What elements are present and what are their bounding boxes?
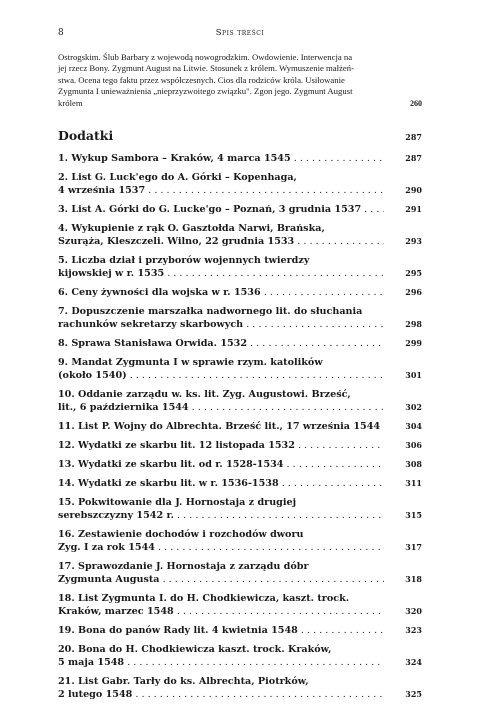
toc-entry-line: rachunków sekretarzy skarbowych . . . (58, 318, 384, 331)
section-heading (58, 128, 422, 143)
toc-entry-page: 293 (405, 236, 422, 246)
toc-entry-line: 2 lutego 1548 . . . (58, 688, 384, 701)
toc-entry-page: 311 (405, 478, 422, 488)
toc-entry-line: 18. List Zygmunta I. do H. Chodkiewicza, kaszt. trock. (58, 593, 350, 604)
intro-paragraph (58, 52, 422, 109)
toc-entry (58, 286, 422, 299)
intro-line: królem (58, 97, 83, 108)
toc-entry (58, 477, 422, 490)
toc-entry-page: 320 (405, 606, 422, 616)
toc-entry (58, 675, 422, 701)
toc-entry (58, 560, 422, 586)
toc-entry-line: 2. List G. Luck'ego do A. Górki – Kopenhaga, (58, 172, 297, 183)
toc-entry-line: 7. Dopuszczenie marszałka nadwornego lit. do słuchania (58, 306, 363, 317)
toc-entry-page: 298 (405, 319, 422, 329)
toc-entry-page: 291 (405, 204, 422, 214)
toc-entry (58, 458, 422, 471)
page-number: 8 (58, 28, 64, 38)
toc-entry (58, 439, 422, 452)
toc-entry-page: 306 (405, 440, 422, 450)
toc-entry (58, 356, 422, 382)
toc-entry-line: 9. Mandat Zygmunta I w sprawie rzym. katolików (58, 357, 323, 368)
toc-list (58, 152, 422, 707)
toc-entry-line: 1. Wykup Sambora – Kraków, 4 marca 1545 . . . (58, 152, 384, 165)
toc-entry-page: 299 (405, 338, 422, 348)
toc-entry-page: 323 (405, 625, 422, 635)
toc-entry-line: 15. Pokwitowanie dla J. Hornostaja z drugiej (58, 497, 297, 508)
toc-entry-line: Zyg. I za rok 1544 . . . (58, 541, 384, 554)
toc-entry-line: 17. Sprawozdanie J. Hornostaja z zarządu dóbr (58, 561, 309, 572)
toc-entry (58, 152, 422, 165)
toc-entry (58, 496, 422, 522)
toc-entry-line: 6. Ceny żywności dla wojska w r. 1536 . . . (58, 286, 384, 299)
toc-entry (58, 528, 422, 554)
toc-entry (58, 592, 422, 618)
toc-entry-page: 318 (405, 574, 422, 584)
toc-entry (58, 388, 422, 414)
intro-line: Zygmunta I unieważnienia „nieprzyzwoitego związku". Zgon jego. Zygmunt August (58, 86, 353, 97)
toc-entry-page: 317 (405, 542, 422, 552)
toc-entry-line: serebszczyzny 1542 r. . . . (58, 509, 384, 522)
toc-entry (58, 420, 422, 433)
toc-entry-line: 21. List Gabr. Tarły do ks. Albrechta, Piotrków, (58, 676, 309, 687)
toc-entry-line: 11. List P. Wojny do Albrechta. Brześć lit., 17 września 1544 . . . (58, 420, 384, 433)
toc-entry-page: 302 (405, 402, 422, 412)
toc-entry-page: 304 (405, 421, 422, 431)
toc-entry-page: 296 (405, 287, 422, 297)
toc-entry (58, 171, 422, 197)
toc-entry-page: 295 (405, 268, 422, 278)
toc-entry-page: 290 (405, 185, 422, 195)
toc-entry-line: 13. Wydatki ze skarbu lit. od r. 1528-1534 . . . (58, 458, 384, 471)
toc-entry (58, 337, 422, 350)
toc-entry-line: Zygmunta Augusta . . . (58, 573, 384, 586)
toc-entry (58, 624, 422, 637)
toc-entry (58, 222, 422, 248)
section-page: 287 (405, 132, 422, 142)
toc-entry-line: 5 maja 1548 . . . (58, 656, 384, 669)
intro-line: Ostrogskim. Ślub Barbary z wojewodą nowogrodzkim. Owdowienie. Interwencja na (58, 52, 353, 62)
toc-entry-line: 10. Oddanie zarządu w. ks. lit. Zyg. Augustowi. Brześć, (58, 389, 351, 400)
toc-entry-page: 287 (405, 153, 422, 163)
toc-entry-line: 14. Wydatki ze skarbu lit. w r. 1536-1538 . . . (58, 477, 384, 490)
toc-entry-page: 301 (405, 370, 422, 380)
toc-entry-line: 4 września 1537 . . . (58, 184, 384, 197)
running-title: Spis treści (215, 28, 265, 38)
toc-entry-line: 16. Zestawienie dochodów i rozchodów dworu (58, 529, 304, 540)
toc-entry-line: kijowskiej w r. 1535 . . . (58, 267, 384, 280)
toc-entry-line: 8. Sprawa Stanisława Orwida. 1532 . . . (58, 337, 384, 350)
page-header (58, 28, 422, 42)
toc-entry-line: 20. Bona do H. Chodkiewicza kaszt. trock. Kraków, (58, 644, 332, 655)
toc-entry-line: Kraków, marzec 1548 . . . (58, 605, 384, 618)
toc-entry (58, 643, 422, 669)
toc-entry-line: (około 1540) . . . (58, 369, 384, 382)
toc-entry-line: 19. Bona do panów Rady lit. 4 kwietnia 1548 . . . (58, 624, 384, 637)
toc-entry-page: 315 (405, 510, 422, 520)
toc-entry-line: 4. Wykupienie z rąk O. Gasztołda Narwi, Brańska, (58, 223, 325, 234)
intro-line: jej rzecz Bony. Zygmunt August na Litwie. Stosunek z królem. Wymuszenie małżeń- (58, 63, 354, 74)
intro-page: 260 (410, 98, 422, 108)
section-title: Dodatki (58, 128, 114, 143)
toc-entry (58, 254, 422, 280)
toc-entry-line: lit., 6 października 1544 . . . (58, 401, 384, 414)
intro-line: stwa. Ocena tego faktu przez współczesnych. Cios dla rodziców króla. Usiłowanie (58, 74, 345, 85)
toc-entry-page: 325 (405, 689, 422, 699)
intro-last-line (58, 98, 422, 109)
toc-entry-line: Szurąża, Kleszczeli. Wilno, 22 grudnia 1533 . . . (58, 235, 384, 248)
toc-entry-page: 308 (405, 459, 422, 469)
toc-entry (58, 305, 422, 331)
toc-entry-line: 12. Wydatki ze skarbu lit. 12 listopada 1532 . . . (58, 439, 384, 452)
toc-entry-line: 3. List A. Górki do G. Lucke'go – Poznań, 3 grudnia 1537 . . . (58, 203, 384, 216)
toc-entry (58, 203, 422, 216)
toc-entry-line: 5. Liczba dział i przyborów wojennych twierdzy (58, 255, 310, 266)
toc-entry-page: 324 (405, 657, 422, 667)
